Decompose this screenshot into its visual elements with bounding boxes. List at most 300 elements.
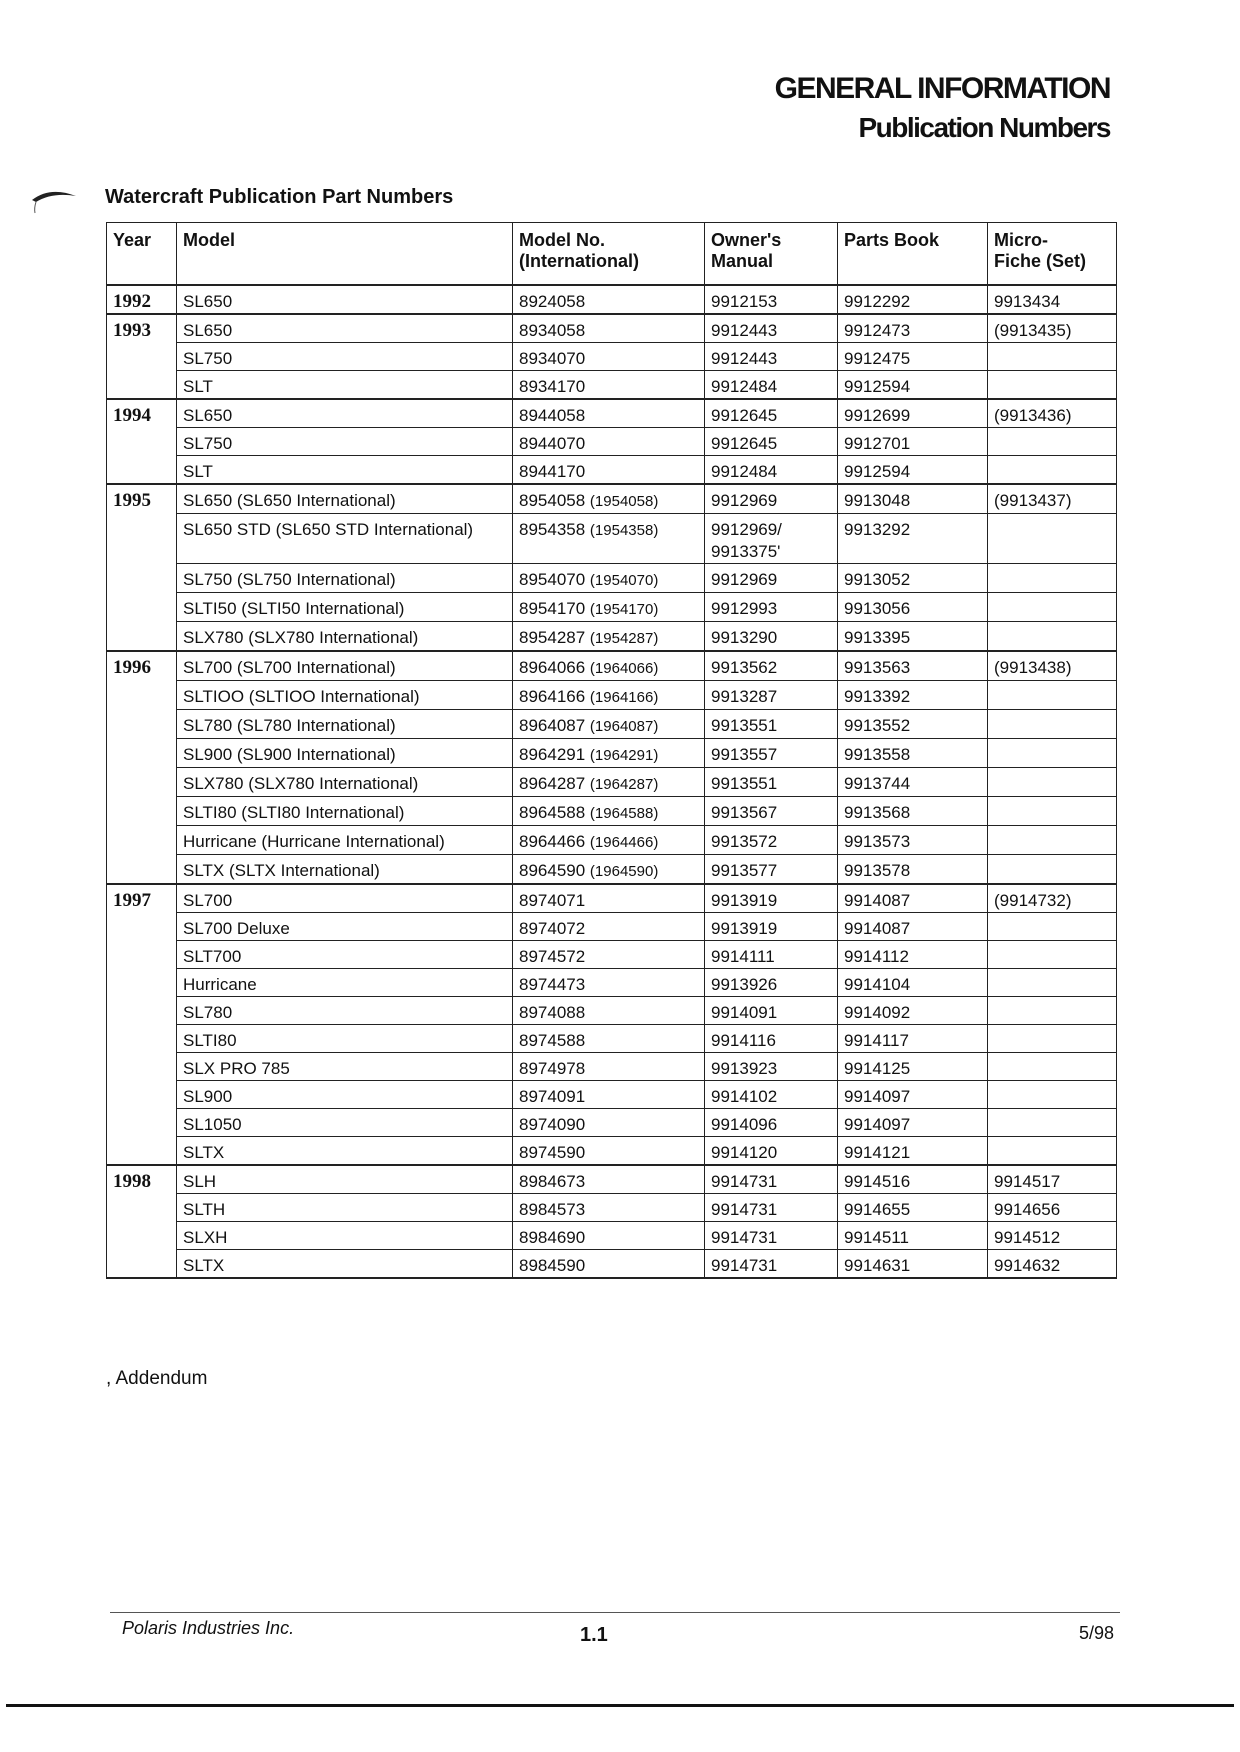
parts-book-cell: 9914117 — [838, 1025, 988, 1053]
section-title: Watercraft Publication Part Numbers — [105, 186, 454, 208]
table-row — [107, 884, 1117, 913]
owners-manual-number: 9913557 — [711, 745, 778, 764]
model-no-international: (1964588) — [589, 805, 659, 822]
owners-manual-cell — [705, 1053, 838, 1081]
bottom-rule — [6, 1704, 1234, 1707]
parts-book-cell: 9914125 — [838, 1053, 988, 1081]
table-row — [107, 855, 1117, 885]
parts-book-cell: 9913056 — [838, 593, 988, 622]
parts-book-cell: 9914087 — [838, 884, 988, 913]
table-row — [107, 1053, 1117, 1081]
owners-manual-number: 9913551 — [711, 774, 778, 793]
addendum-note: , Addendum — [106, 1368, 208, 1389]
model-cell: SLTX — [177, 1137, 513, 1166]
parts-book-cell: 9912594 — [838, 456, 988, 485]
owners-manual-cell — [705, 285, 838, 314]
table-row — [107, 314, 1117, 343]
model-cell: SL650 — [177, 285, 513, 314]
parts-book-cell: 9913558 — [838, 739, 988, 768]
model-no-international: (1964590) — [589, 863, 659, 880]
model-no-international: (1964066) — [589, 660, 659, 677]
model-no: 8984573 — [519, 1200, 586, 1219]
model-cell: SL750 — [177, 343, 513, 371]
parts-book-cell: 9912699 — [838, 399, 988, 428]
owners-manual-number: 9914111 — [711, 947, 775, 966]
model-no-cell — [513, 1194, 705, 1222]
micro-fiche-cell — [988, 913, 1117, 941]
table-row — [107, 739, 1117, 768]
owners-manual-cell — [705, 681, 838, 710]
owners-manual-cell — [705, 428, 838, 456]
model-no-international: (1954070) — [589, 572, 659, 589]
model-cell: SLX PRO 785 — [177, 1053, 513, 1081]
model-no-cell — [513, 514, 705, 564]
parts-book-cell: 9913552 — [838, 710, 988, 739]
owners-manual-number: 9912153 — [711, 292, 778, 311]
table-row — [107, 399, 1117, 428]
parts-book-cell: 9913744 — [838, 768, 988, 797]
model-no-cell — [513, 651, 705, 681]
footer-page-number: 1.1 — [580, 1624, 608, 1646]
table-row — [107, 622, 1117, 652]
col-header-model-no: Model No. (International) — [513, 223, 705, 286]
footer-company: Polaris Industries Inc. — [122, 1618, 295, 1638]
owners-manual-cell — [705, 941, 838, 969]
year-cell: 1992 — [107, 285, 177, 314]
table-row — [107, 593, 1117, 622]
owners-manual-cell — [705, 1222, 838, 1250]
owners-manual-number: 9913919 — [711, 919, 778, 938]
owners-manual-cell — [705, 1165, 838, 1194]
model-cell: SL650 — [177, 314, 513, 343]
parts-book-cell: 9913563 — [838, 651, 988, 681]
micro-fiche-cell — [988, 1109, 1117, 1137]
owners-manual-number: 9913375' — [711, 542, 781, 561]
model-no-cell — [513, 826, 705, 855]
model-no-cell — [513, 1109, 705, 1137]
parts-book-cell: 9913292 — [838, 514, 988, 564]
model-no-international: (1954358) — [589, 522, 659, 539]
model-no-cell — [513, 1165, 705, 1194]
micro-fiche-cell: 9914512 — [988, 1222, 1117, 1250]
model-no: 8954170 — [519, 599, 586, 618]
micro-fiche-cell — [988, 564, 1117, 593]
micro-fiche-cell — [988, 1081, 1117, 1109]
model-no-international: (1964166) — [589, 689, 659, 706]
year-cell: 1996 — [107, 651, 177, 884]
parts-book-cell: 9914097 — [838, 1109, 988, 1137]
table-row — [107, 797, 1117, 826]
parts-book-cell: 9913578 — [838, 855, 988, 885]
model-no: 8974090 — [519, 1115, 586, 1134]
swoosh-icon — [30, 188, 78, 214]
table-row — [107, 428, 1117, 456]
model-cell: SLTX (SLTX International) — [177, 855, 513, 885]
owners-manual-number: 9914731 — [711, 1172, 778, 1191]
owners-manual-cell — [705, 1025, 838, 1053]
owners-manual-cell — [705, 739, 838, 768]
owners-manual-number: 9913572 — [711, 832, 778, 851]
parts-book-cell: 9914087 — [838, 913, 988, 941]
table-row — [107, 285, 1117, 314]
publication-table — [106, 222, 1117, 1279]
owners-manual-cell — [705, 997, 838, 1025]
model-no-cell — [513, 564, 705, 593]
model-no-cell — [513, 371, 705, 400]
table-header-row — [107, 223, 1117, 286]
model-no-cell — [513, 768, 705, 797]
micro-fiche-cell — [988, 428, 1117, 456]
model-no: 8974590 — [519, 1143, 586, 1162]
parts-book-cell: 9912292 — [838, 285, 988, 314]
model-cell: SLTH — [177, 1194, 513, 1222]
model-no: 8944070 — [519, 434, 586, 453]
micro-fiche-cell: 9914517 — [988, 1165, 1117, 1194]
parts-book-cell: 9913392 — [838, 681, 988, 710]
model-no-cell — [513, 797, 705, 826]
model-no-cell — [513, 681, 705, 710]
model-no: 8964066 — [519, 658, 586, 677]
parts-book-cell: 9914112 — [838, 941, 988, 969]
col-header-micro-fiche: Micro- Fiche (Set) — [988, 223, 1117, 286]
micro-fiche-cell — [988, 593, 1117, 622]
owners-manual-number: 9914116 — [711, 1031, 776, 1050]
table-row — [107, 969, 1117, 997]
model-no: 8964588 — [519, 803, 586, 822]
table-row — [107, 651, 1117, 681]
model-no: 8964466 — [519, 832, 586, 851]
table-row — [107, 564, 1117, 593]
owners-manual-cell — [705, 343, 838, 371]
model-cell: SL650 STD (SL650 STD International) — [177, 514, 513, 564]
micro-fiche-cell — [988, 826, 1117, 855]
owners-manual-cell — [705, 399, 838, 428]
owners-manual-cell — [705, 484, 838, 514]
micro-fiche-cell — [988, 622, 1117, 652]
model-no-cell — [513, 314, 705, 343]
micro-fiche-cell — [988, 456, 1117, 485]
table-row — [107, 826, 1117, 855]
year-cell: 1993 — [107, 314, 177, 399]
owners-manual-cell — [705, 564, 838, 593]
col-header-model: Model — [177, 223, 513, 286]
year-cell: 1995 — [107, 484, 177, 651]
micro-fiche-cell — [988, 969, 1117, 997]
micro-fiche-cell — [988, 514, 1117, 564]
owners-manual-number: 9914731 — [711, 1200, 778, 1219]
micro-fiche-cell: 9914656 — [988, 1194, 1117, 1222]
model-no: 8974978 — [519, 1059, 586, 1078]
page-title: GENERAL INFORMATION — [774, 72, 1110, 105]
parts-book-cell: 9913568 — [838, 797, 988, 826]
model-cell: SL900 (SL900 International) — [177, 739, 513, 768]
table-row — [107, 484, 1117, 514]
owners-manual-number: 9913562 — [711, 658, 778, 677]
owners-manual-number: 9912645 — [711, 406, 778, 425]
table-body — [107, 285, 1117, 1278]
model-no: 8964087 — [519, 716, 586, 735]
model-no: 8924058 — [519, 292, 586, 311]
model-cell: SL780 (SL780 International) — [177, 710, 513, 739]
model-no: 8974088 — [519, 1003, 586, 1022]
parts-book-cell: 9914516 — [838, 1165, 988, 1194]
model-cell: SLXH — [177, 1222, 513, 1250]
model-no-cell — [513, 1025, 705, 1053]
owners-manual-number: 9912969 — [711, 491, 778, 510]
owners-manual-cell — [705, 456, 838, 485]
parts-book-cell: 9912594 — [838, 371, 988, 400]
footer-divider — [110, 1612, 1120, 1613]
model-cell: SLX780 (SLX780 International) — [177, 768, 513, 797]
owners-manual-number: 9913919 — [711, 891, 778, 910]
model-cell: SL750 — [177, 428, 513, 456]
model-no: 8954058 — [519, 491, 586, 510]
owners-manual-cell — [705, 855, 838, 885]
micro-fiche-cell — [988, 997, 1117, 1025]
model-no-cell — [513, 622, 705, 652]
owners-manual-cell — [705, 969, 838, 997]
owners-manual-number: 9914731 — [711, 1228, 778, 1247]
model-no-cell — [513, 484, 705, 514]
owners-manual-number: 9913577 — [711, 861, 778, 880]
owners-manual-number: 9914731 — [711, 1256, 778, 1275]
model-no-international: (1964087) — [589, 718, 659, 735]
model-cell: SLH — [177, 1165, 513, 1194]
model-cell: SLX780 (SLX780 International) — [177, 622, 513, 652]
model-cell: SLTI80 — [177, 1025, 513, 1053]
parts-book-cell: 9914655 — [838, 1194, 988, 1222]
parts-book-cell: 9914092 — [838, 997, 988, 1025]
model-no-cell — [513, 1250, 705, 1279]
micro-fiche-cell — [988, 739, 1117, 768]
table-row — [107, 1250, 1117, 1279]
model-no-cell — [513, 997, 705, 1025]
owners-manual-cell — [705, 797, 838, 826]
owners-manual-number: 9914120 — [711, 1143, 778, 1162]
owners-manual-cell — [705, 371, 838, 400]
model-no: 8964590 — [519, 861, 586, 880]
table-row — [107, 456, 1117, 485]
model-no: 8984690 — [519, 1228, 586, 1247]
micro-fiche-cell — [988, 681, 1117, 710]
model-cell: SLT — [177, 371, 513, 400]
table-row — [107, 1081, 1117, 1109]
model-no-cell — [513, 456, 705, 485]
table-row — [107, 997, 1117, 1025]
micro-fiche-cell — [988, 710, 1117, 739]
owners-manual-number: 9914102 — [711, 1087, 778, 1106]
model-no: 8974588 — [519, 1031, 586, 1050]
micro-fiche-cell — [988, 1137, 1117, 1166]
owners-manual-cell — [705, 1081, 838, 1109]
owners-manual-cell — [705, 710, 838, 739]
model-no: 8974572 — [519, 947, 586, 966]
model-no: 8964291 — [519, 745, 586, 764]
owners-manual-number: 9913290 — [711, 628, 778, 647]
model-no-international: (1964291) — [589, 747, 659, 764]
model-no: 8954070 — [519, 570, 586, 589]
model-no: 8934058 — [519, 321, 586, 340]
owners-manual-number: 9913923 — [711, 1059, 778, 1078]
owners-manual-number: 9914096 — [711, 1115, 778, 1134]
model-cell: SL700 Deluxe — [177, 913, 513, 941]
model-no: 8944058 — [519, 406, 586, 425]
owners-manual-number: 9912969/ — [711, 520, 782, 539]
model-cell: SLT700 — [177, 941, 513, 969]
owners-manual-cell — [705, 1109, 838, 1137]
parts-book-cell: 9914511 — [838, 1222, 988, 1250]
owners-manual-cell — [705, 1194, 838, 1222]
model-no: 8934170 — [519, 377, 586, 396]
model-no: 8974071 — [519, 891, 586, 910]
model-no: 8984590 — [519, 1256, 586, 1275]
year-cell: 1998 — [107, 1165, 177, 1278]
year-cell: 1994 — [107, 399, 177, 484]
model-no: 8974473 — [519, 975, 586, 994]
micro-fiche-cell: (9913438) — [988, 651, 1117, 681]
model-no: 8944170 — [519, 462, 586, 481]
owners-manual-number: 9913551 — [711, 716, 778, 735]
micro-fiche-cell — [988, 1025, 1117, 1053]
model-no-cell — [513, 428, 705, 456]
micro-fiche-cell: 9913434 — [988, 285, 1117, 314]
parts-book-cell: 9912473 — [838, 314, 988, 343]
owners-manual-cell — [705, 314, 838, 343]
table-row — [107, 681, 1117, 710]
model-no: 8954358 — [519, 520, 586, 539]
model-no: 8974091 — [519, 1087, 586, 1106]
footer-date: 5/98 — [1078, 1623, 1114, 1643]
model-cell: Hurricane — [177, 969, 513, 997]
model-no-cell — [513, 1081, 705, 1109]
micro-fiche-cell: (9913436) — [988, 399, 1117, 428]
model-no: 8964287 — [519, 774, 586, 793]
micro-fiche-cell — [988, 768, 1117, 797]
micro-fiche-cell — [988, 941, 1117, 969]
owners-manual-number: 9914091 — [711, 1003, 778, 1022]
owners-manual-number: 9912484 — [711, 377, 778, 396]
model-cell: SL650 (SL650 International) — [177, 484, 513, 514]
model-no: 8974072 — [519, 919, 586, 938]
table-row — [107, 941, 1117, 969]
model-no-cell — [513, 941, 705, 969]
model-no-cell — [513, 855, 705, 885]
table-row — [107, 1109, 1117, 1137]
parts-book-cell: 9912475 — [838, 343, 988, 371]
table-row — [107, 1165, 1117, 1194]
model-no-cell — [513, 343, 705, 371]
table-row — [107, 343, 1117, 371]
table-row — [107, 1194, 1117, 1222]
model-no-cell — [513, 739, 705, 768]
model-no-international: (1954287) — [589, 630, 659, 647]
model-no: 8954287 — [519, 628, 586, 647]
model-no-cell — [513, 1137, 705, 1166]
micro-fiche-cell: (9913437) — [988, 484, 1117, 514]
owners-manual-number: 9912993 — [711, 599, 778, 618]
table-row — [107, 913, 1117, 941]
parts-book-cell: 9913052 — [838, 564, 988, 593]
model-cell: SL750 (SL750 International) — [177, 564, 513, 593]
col-header-owners-manual: Owner's Manual — [705, 223, 838, 286]
table-row — [107, 514, 1117, 564]
owners-manual-number: 9913287 — [711, 687, 778, 706]
micro-fiche-cell: 9914632 — [988, 1250, 1117, 1279]
table-row — [107, 371, 1117, 400]
model-no-cell — [513, 285, 705, 314]
owners-manual-number: 9912443 — [711, 349, 778, 368]
parts-book-cell: 9914631 — [838, 1250, 988, 1279]
model-no-international: (1954170) — [589, 601, 659, 618]
model-no: 8984673 — [519, 1172, 586, 1191]
micro-fiche-cell — [988, 343, 1117, 371]
owners-manual-number: 9913567 — [711, 803, 778, 822]
model-no-cell — [513, 913, 705, 941]
model-cell: SL780 — [177, 997, 513, 1025]
table-row — [107, 768, 1117, 797]
parts-book-cell: 9914121 — [838, 1137, 988, 1166]
owners-manual-number: 9912645 — [711, 434, 778, 453]
owners-manual-cell — [705, 514, 838, 564]
owners-manual-cell — [705, 1137, 838, 1166]
parts-book-cell: 9914104 — [838, 969, 988, 997]
model-no-cell — [513, 399, 705, 428]
model-no-cell — [513, 884, 705, 913]
owners-manual-cell — [705, 884, 838, 913]
col-header-year: Year — [107, 223, 177, 286]
owners-manual-cell — [705, 768, 838, 797]
micro-fiche-cell — [988, 371, 1117, 400]
model-no-cell — [513, 1053, 705, 1081]
model-cell: SL1050 — [177, 1109, 513, 1137]
model-no-cell — [513, 1222, 705, 1250]
parts-book-cell: 9913573 — [838, 826, 988, 855]
micro-fiche-cell — [988, 1053, 1117, 1081]
table-row — [107, 1222, 1117, 1250]
model-cell: SL700 (SL700 International) — [177, 651, 513, 681]
model-cell: SLTI50 (SLTI50 International) — [177, 593, 513, 622]
model-cell: Hurricane (Hurricane International) — [177, 826, 513, 855]
owners-manual-cell — [705, 622, 838, 652]
owners-manual-cell — [705, 826, 838, 855]
model-cell: SLTX — [177, 1250, 513, 1279]
model-cell: SLTI80 (SLTI80 International) — [177, 797, 513, 826]
owners-manual-number: 9912969 — [711, 570, 778, 589]
model-cell: SL700 — [177, 884, 513, 913]
micro-fiche-cell: (9913435) — [988, 314, 1117, 343]
table-row — [107, 1025, 1117, 1053]
table-row — [107, 1137, 1117, 1166]
model-no-cell — [513, 710, 705, 739]
col-header-parts-book: Parts Book — [838, 223, 988, 286]
owners-manual-cell — [705, 1250, 838, 1279]
micro-fiche-cell: (9914732) — [988, 884, 1117, 913]
page-subtitle: Publication Numbers — [858, 112, 1110, 143]
micro-fiche-cell — [988, 797, 1117, 826]
model-cell: SL900 — [177, 1081, 513, 1109]
model-no-international: (1964287) — [589, 776, 659, 793]
model-cell: SL650 — [177, 399, 513, 428]
parts-book-cell: 9913395 — [838, 622, 988, 652]
model-no-international: (1964466) — [589, 834, 659, 851]
model-no-international: (1954058) — [589, 493, 659, 510]
parts-book-cell: 9913048 — [838, 484, 988, 514]
model-cell: SLT — [177, 456, 513, 485]
owners-manual-cell — [705, 651, 838, 681]
parts-book-cell: 9914097 — [838, 1081, 988, 1109]
owners-manual-cell — [705, 913, 838, 941]
model-no-cell — [513, 593, 705, 622]
